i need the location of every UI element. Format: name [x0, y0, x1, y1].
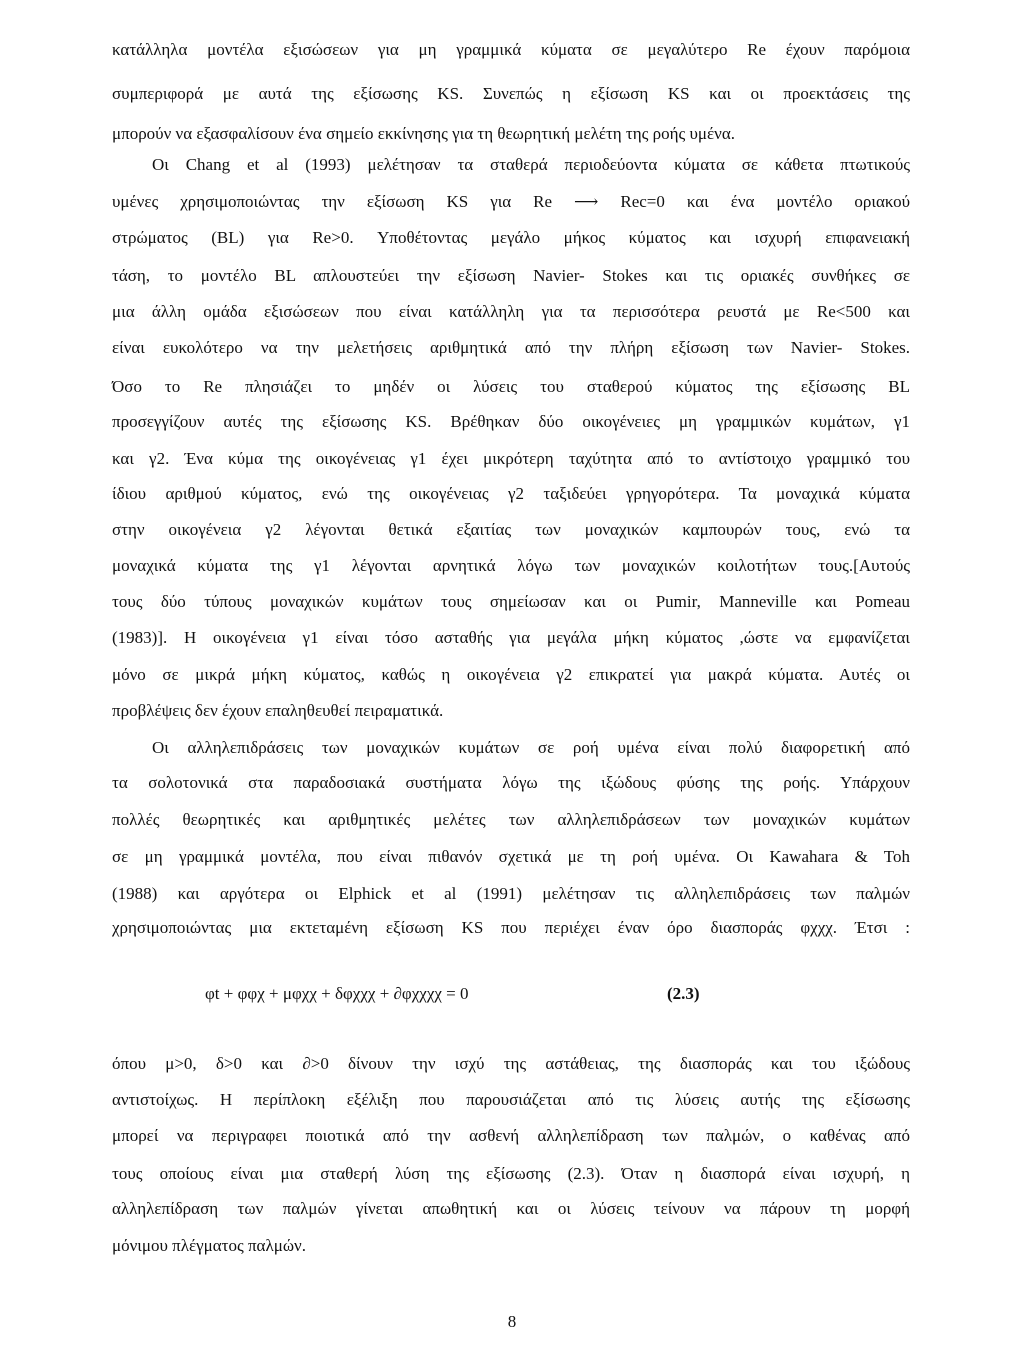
text-line: (1983)]. Η οικογένεια γ1 είναι τόσο ασταθής για μεγάλα μήκη κύματος ,ώστε να εμφανίζεται: [112, 628, 910, 647]
text-line: μόνιμου πλέγματος παλμών.: [112, 1236, 306, 1255]
page-number: 8: [507, 1312, 517, 1331]
text-line: Όσο το Re πλησιάζει το μηδέν οι λύσεις του σταθερού κύματος της εξίσωσης BL: [112, 377, 910, 396]
text-line: σε μη γραμμικά μοντέλα, που είναι πιθανόν σχετικά με τη ροή υμένα. Οι Kawahara & Toh: [112, 847, 910, 866]
text-line: συμπεριφορά με αυτά της εξίσωσης KS. Συνεπώς η εξίσωση KS και οι προεκτάσεις της: [112, 84, 910, 103]
text-line: τάση, το μοντέλο BL απλουστεύει την εξίσωση Navier- Stokes και τις οριακές συνθήκες σε: [112, 266, 910, 285]
text-line: στρώματος (BL) για Re>0. Υποθέτοντας μεγάλο μήκος κύματος και ισχυρή επιφανειακή: [112, 228, 910, 247]
text-line: όπου μ>0, δ>0 και ∂>0 δίνουν την ισχύ της αστάθειας, της διασποράς και του ιξώδους: [112, 1054, 910, 1073]
text-line: (1988) και αργότερα οι Elphick et al (1991) μελέτησαν τις αλληλεπιδράσεις των παλμών: [112, 884, 910, 903]
text-line: στην οικογένεια γ2 λέγονται θετικά εξαιτίας των μοναχικών καμπουρών τους, ενώ τα: [112, 520, 910, 539]
text-line: πολλές θεωρητικές και αριθμητικές μελέτες των αλληλεπιδράσεων των μοναχικών κυμάτων: [112, 810, 910, 829]
equation-number: (2.3): [667, 984, 700, 1003]
text-line: και γ2. Ένα κύμα της οικογένειας γ1 έχει μικρότερη ταχύτητα από το αντίστοιχο γραμμικό του: [112, 449, 910, 468]
text-line: Οι αλληλεπιδράσεις των μοναχικών κυμάτων σε ροή υμένα είναι πολύ διαφορετική από: [152, 738, 910, 757]
text-line: μπορούν να εξασφαλίσουν ένα σημείο εκκίνησης για τη θεωρητική μελέτη της ροής υμένα.: [112, 124, 736, 143]
text-line: τους οποίους είναι μια σταθερή λύση της εξίσωσης (2.3). Όταν η διασπορά είναι ισχυρή, η: [112, 1164, 910, 1183]
text-line: κατάλληλα μοντέλα εξισώσεων για μη γραμμικά κύματα σε μεγαλύτερο Re έχουν παρόμοια: [112, 40, 910, 59]
text-line: χρησιμοποιώντας μια εκτεταμένη εξίσωση KS που περιέχει έναν όρο διασποράς φχχχ. Έτσι :: [112, 918, 910, 937]
equation: φt + φφχ + μφχχ + δφχχχ + ∂φχχχχ = 0: [205, 984, 469, 1003]
text-line: προσεγγίζουν αυτές της εξίσωσης KS. Βρέθηκαν δύο οικογένειες μη γραμμικών κυμάτων, γ1: [112, 412, 910, 431]
text-line: Οι Chang et al (1993) μελέτησαν τα σταθερά περιοδεύοντα κύματα σε κάθετα πτωτικούς: [152, 155, 910, 174]
text-line: τα σολοτονικά στα παραδοσιακά συστήματα λόγω της ιξώδους φύσης της ροής. Υπάρχουν: [112, 773, 910, 792]
text-line: μοναχικά κύματα της γ1 λέγονται αρνητικά λόγω των μοναχικών κοιλοτήτων τους.[Αυτούς: [112, 556, 910, 575]
text-line: μια άλλη ομάδα εξισώσεων που είναι κατάλληλη για τα περισσότερα ρευστά με Re<500 και: [112, 302, 910, 321]
text-line: είναι ευκολότερο να την μελετήσεις αριθμητικά από την πλήρη εξίσωση των Navier- Stokes.: [112, 338, 910, 357]
text-line: αντιστοίχως. Η περίπλοκη εξέλιξη που παρουσιάζεται από τις λύσεις αυτής της εξίσωσης: [112, 1090, 910, 1109]
text-line: ίδιου αριθμού κύματος, ενώ της οικογένειας γ2 ταξιδεύει γρηγορότερα. Τα μοναχικά κύματα: [112, 484, 910, 503]
text-line: μπορεί να περιγραφει ποιοτικά από την ασθενή αλληλεπίδραση των παλμών, ο καθένας από: [112, 1126, 910, 1145]
text-line: μόνο σε μικρά μήκη κύματος, καθώς η οικογένεια γ2 επικρατεί για μακρά κύματα. Αυτές οι: [112, 665, 910, 684]
text-line: αλληλεπίδραση των παλμών γίνεται απωθητική και οι λύσεις τείνουν να πάρουν τη μορφή: [112, 1199, 910, 1218]
text-line: τους δύο τύπους μοναχικών κυμάτων τους σημείωσαν και οι Pumir, Manneville και Pomeau: [112, 592, 910, 611]
text-line: προβλέψεις δεν έχουν επαληθευθεί πειραματικά.: [112, 701, 444, 720]
text-line: υμένες χρησιμοποιώντας την εξίσωση KS για Re ⟶ Rec=0 και ένα μοντέλο οριακού: [112, 192, 910, 211]
